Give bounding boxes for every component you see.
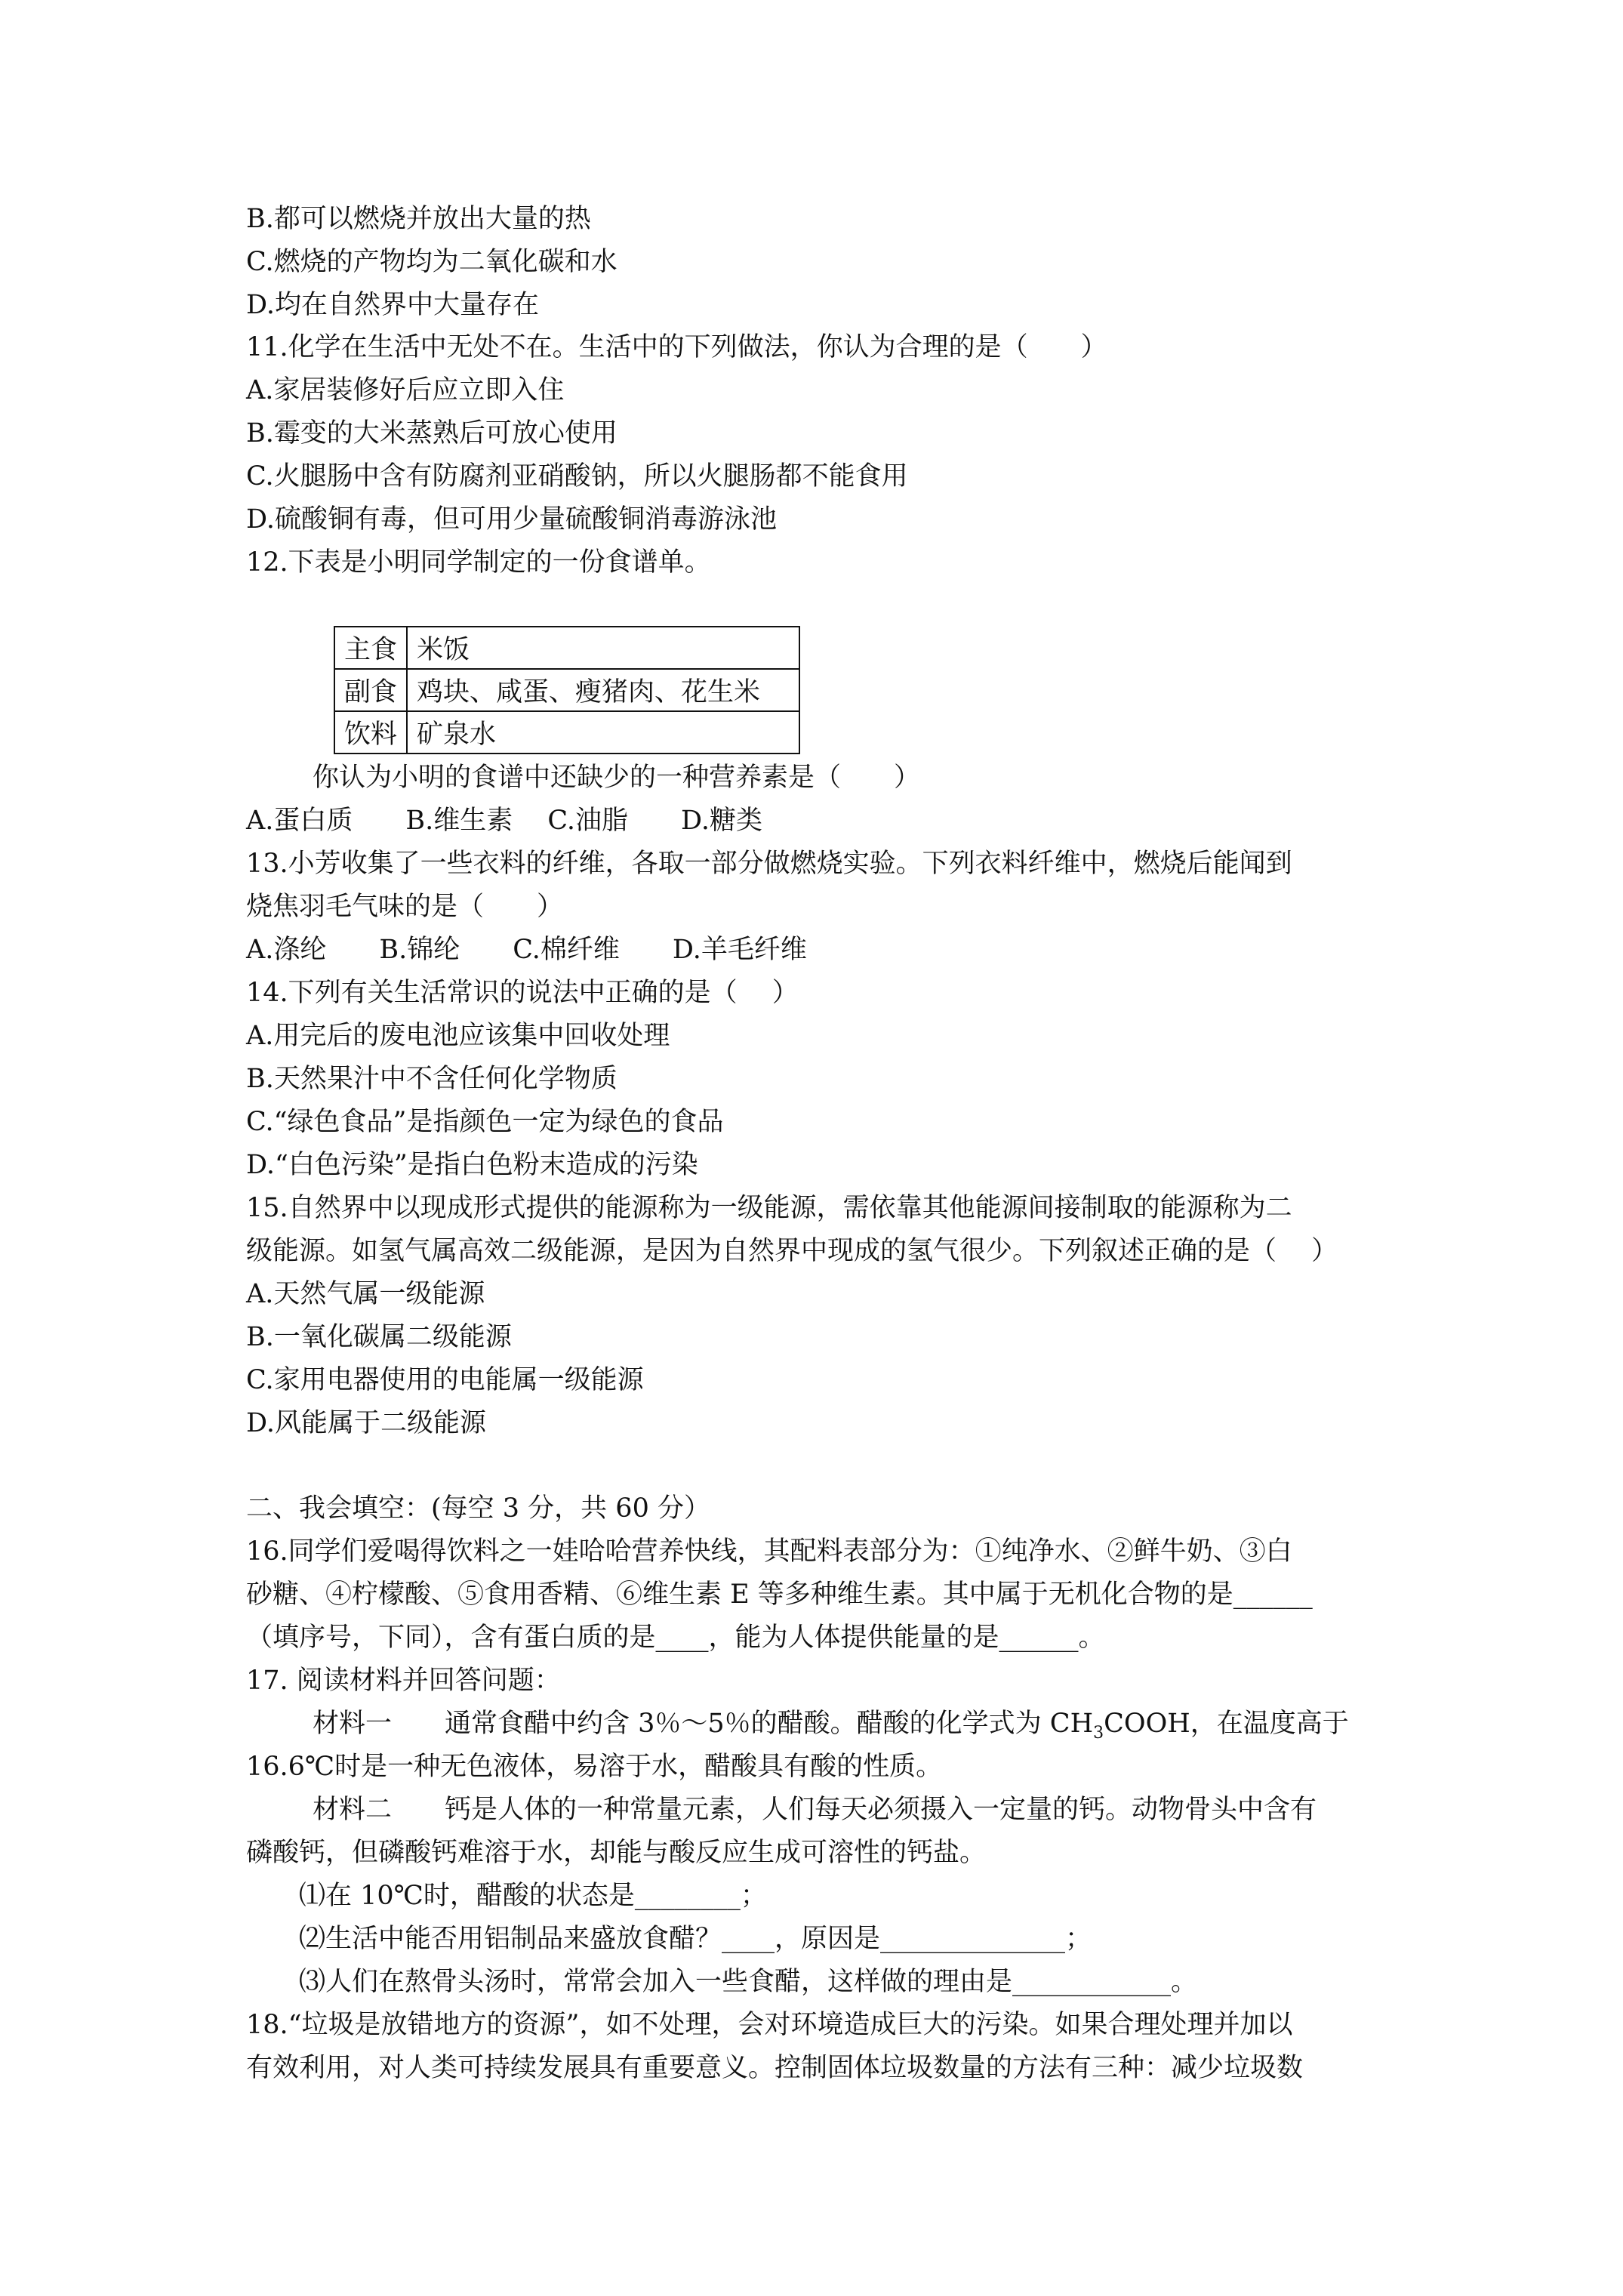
q11-option-c: C.火腿肠中含有防腐剂亚硝酸钠，所以火腿肠都不能食用 [246, 461, 908, 492]
q17-material-1-line-1 [313, 1707, 1349, 1750]
q13-options: A.涤纶 B.锦纶 C.棉纤维 D.羊毛纤维 [246, 935, 807, 965]
material-1-text-cont: COOH，在温度高于 [1104, 1709, 1349, 1739]
table-row [334, 711, 799, 754]
table-row [334, 669, 799, 711]
q17-sub-question-3: ⑶人们在熬骨头汤时，常常会加入一些食醋，这样做的理由是____________。 [299, 1967, 1198, 1997]
formula-subscript: 3 [1093, 1724, 1104, 1743]
table-row [334, 627, 799, 669]
q10-option-b: B.都可以燃烧并放出大量的热 [246, 204, 591, 234]
table-key: 饮料 [334, 711, 407, 754]
table-key: 主食 [334, 627, 407, 669]
q11-stem: 11.化学在生活中无处不在。生活中的下列做法，你认为合理的是（ ） [246, 332, 1107, 362]
q17-sub-question-1: ⑴在 10℃时，醋酸的状态是________； [299, 1881, 767, 1911]
q10-option-d: D.均在自然界中大量存在 [246, 290, 539, 320]
q15-stem-line-2: 级能源。如氢气属高效二级能源，是因为自然界中现成的氢气很少。下列叙述正确的是（ ） [246, 1236, 1338, 1266]
q15-option-b: B.一氧化碳属二级能源 [246, 1322, 512, 1352]
material-1-text: 材料一 通常食醋中约含 3％～5％的醋酸。醋酸的化学式为 CH [313, 1709, 1094, 1739]
q14-option-c: C.“绿色食品”是指颜色一定为绿色的食品 [246, 1107, 724, 1137]
q12-question: 你认为小明的食谱中还缺少的一种营养素是（ ） [313, 763, 921, 793]
table-value: 矿泉水 [407, 711, 799, 754]
q14-option-b: B.天然果汁中不含任何化学物质 [246, 1064, 617, 1094]
q12-stem: 12.下表是小明同学制定的一份食谱单。 [246, 547, 711, 578]
q10-option-c: C.燃烧的产物均为二氧化碳和水 [246, 247, 617, 277]
q15-option-d: D.风能属于二级能源 [246, 1408, 486, 1438]
table-value: 鸡块、咸蛋、瘦猪肉、花生米 [407, 669, 799, 711]
section-2-heading: 二、我会填空：(每空 3 分，共 60 分） [246, 1493, 710, 1524]
q14-stem: 14.下列有关生活常识的说法中正确的是（ ） [246, 978, 799, 1008]
q13-stem-line-2: 烧焦羽毛气味的是（ ） [246, 892, 564, 922]
q11-option-b: B.霉变的大米蒸熟后可放心使用 [246, 418, 617, 448]
table-value: 米饭 [407, 627, 799, 669]
q17-stem: 17. 阅读材料并回答问题： [246, 1666, 561, 1696]
table-key: 副食 [334, 669, 407, 711]
q15-option-a: A.天然气属一级能源 [246, 1279, 485, 1309]
q13-stem-line-1: 13.小芳收集了一些衣料的纤维，各取一部分做燃烧实验。下列衣料纤维中，燃烧后能闻到 [246, 849, 1292, 879]
q17-material-2-line-2: 磷酸钙，但磷酸钙难溶于水，却能与酸反应生成可溶性的钙盐。 [246, 1838, 987, 1868]
q12-options: A.蛋白质 B.维生素 C.油脂 D.糖类 [246, 806, 762, 836]
q16-line-2: 砂糖、④柠檬酸、⑤食用香精、⑥维生素 E 等多种维生素。其中属于无机化合物的是______ [246, 1579, 1313, 1610]
q16-line-3: （填序号，下同），含有蛋白质的是____，能为人体提供能量的是______。 [246, 1623, 1105, 1653]
q17-sub-question-2: ⑵生活中能否用铝制品来盛放食醋？____，原因是______________； [299, 1924, 1092, 1954]
q15-option-c: C.家用电器使用的电能属一级能源 [246, 1365, 644, 1395]
q18-line-1: 18.“垃圾是放错地方的资源”，如不处理，会对环境造成巨大的污染。如果合理处理并加以 [246, 2010, 1293, 2040]
menu-table [334, 626, 800, 754]
q11-option-a: A.家居装修好后应立即入住 [246, 375, 565, 405]
q17-material-2-line-1: 材料二 钙是人体的一种常量元素，人们每天必须摄入一定量的钙。动物骨头中含有 [313, 1795, 1317, 1825]
q18-line-2: 有效利用，对人类可持续发展具有重要意义。控制固体垃圾数量的方法有三种：减少垃圾数 [246, 2053, 1304, 2083]
q16-line-1: 16.同学们爱喝得饮料之一娃哈哈营养快线，其配料表部分为：①纯净水、②鲜牛奶、③白 [246, 1536, 1292, 1567]
q17-material-1-line-2: 16.6℃时是一种无色液体，易溶于水，醋酸具有酸的性质。 [246, 1752, 943, 1782]
q15-stem-line-1: 15.自然界中以现成形式提供的能源称为一级能源，需依靠其他能源间接制取的能源称为二 [246, 1193, 1292, 1223]
q14-option-a: A.用完后的废电池应该集中回收处理 [246, 1021, 670, 1051]
q11-option-d: D.硫酸铜有毒，但可用少量硫酸铜消毒游泳池 [246, 504, 777, 535]
q14-option-d: D.“白色污染”是指白色粉末造成的污染 [246, 1150, 698, 1180]
